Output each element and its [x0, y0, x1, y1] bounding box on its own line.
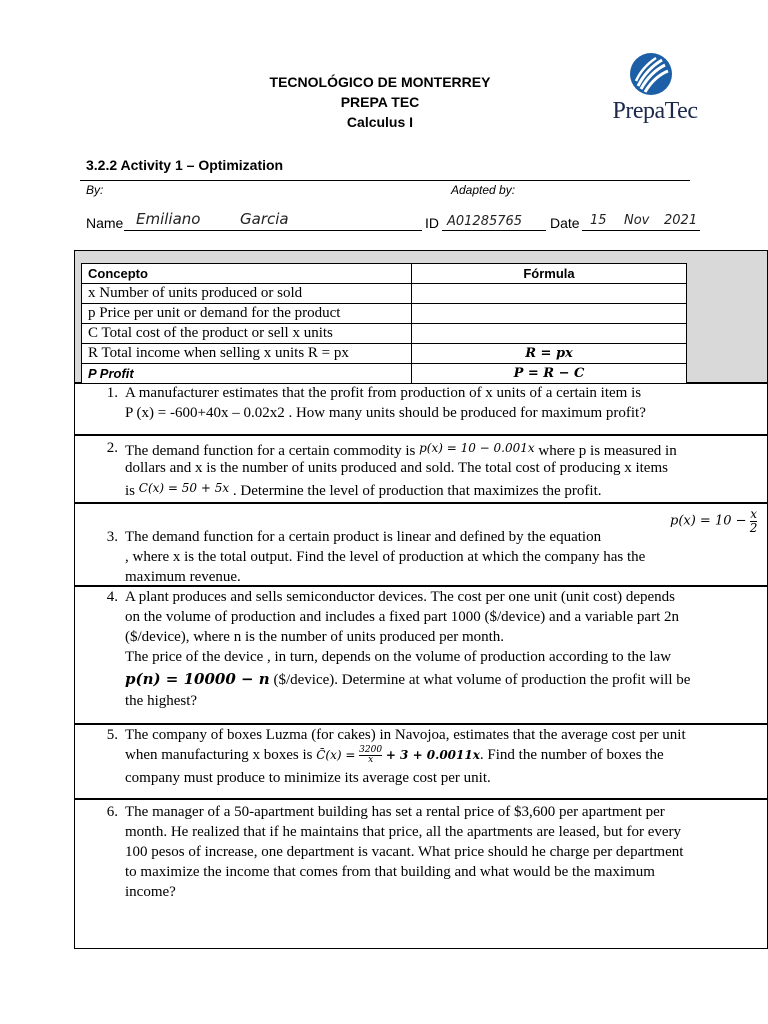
question-line: on the volume of production and includes a fixed part 1000 ($/device) and a variable part 2n [125, 609, 679, 625]
question-number: 1. [106, 385, 118, 401]
formula-lhs: p(x) = 10 − [670, 513, 747, 529]
question-number: 2. [106, 440, 118, 456]
table-row [82, 344, 687, 364]
question-text: where p is measured in [538, 443, 677, 459]
question-number: 4. [106, 589, 118, 605]
fraction-numerator: 3200 [359, 745, 383, 756]
name-last-value[interactable]: Garcia [240, 210, 289, 228]
question-line: 100 pesos of increase, one department is vacant. What price should he charge per department [125, 844, 684, 860]
question-line: The company of boxes Luzma (for cakes) in Navojoa, estimates that the average cost per unit [125, 727, 686, 743]
school-name: PREPA TEC [340, 94, 420, 110]
name-first-value[interactable]: Emiliano [136, 210, 201, 228]
date-day[interactable]: 15 [590, 213, 607, 228]
table-row [82, 304, 687, 324]
prepatec-logo [600, 52, 710, 127]
fraction-denominator: x [368, 755, 374, 766]
formula-cell [412, 324, 687, 344]
id-value[interactable]: A01285765 [447, 214, 523, 229]
question-line: maximum revenue. [125, 569, 241, 585]
question-line [125, 669, 755, 690]
id-label: ID [425, 215, 439, 231]
course-name: Calculus I [346, 114, 414, 130]
demand-formula: p(x) = 10 − 0.001x [419, 441, 535, 455]
activity-title: 3.2.2 Activity 1 – Optimization [86, 157, 284, 173]
table-header-row [82, 264, 687, 284]
question-number: 3. [106, 529, 118, 545]
name-underline [124, 230, 422, 231]
question-text: The demand function for a certain commodity is [125, 443, 416, 459]
question-line: income? [125, 884, 176, 900]
avg-cost-rhs: + 3 + 0.0011x [385, 748, 480, 762]
question-line: The price of the device , in turn, depends on the volume of production according to the law [125, 649, 672, 665]
concept-cell: R Total income when selling x units R = px [82, 344, 412, 364]
question-text: is [125, 483, 136, 499]
question-line: , where x is the total output. Find the level of production at which the company has the [125, 549, 646, 565]
question-line: the highest? [125, 693, 198, 709]
id-underline [442, 230, 546, 231]
date-label: Date [550, 215, 580, 231]
adapted-by-label: Adapted by: [451, 183, 516, 197]
question-line: A manufacturer estimates that the profit from production of x units of a certain item is [125, 385, 642, 401]
question-line: dollars and x is the number of units produced and sold. The total cost of producing x items [125, 460, 668, 476]
date-year[interactable]: 2021 [664, 213, 698, 228]
question-number: 5. [106, 727, 118, 743]
formula-cell: P = R − C [412, 364, 687, 384]
date-underline [582, 230, 700, 231]
question-line: to maximize the income that comes from that building and what would be the maximum [125, 864, 655, 880]
question-line [125, 478, 755, 501]
cost-formula: C(x) = 50 + 5x [138, 481, 230, 495]
date-month[interactable]: Nov [624, 213, 650, 228]
table-header-formula: Fórmula [412, 264, 687, 284]
table-row [82, 364, 687, 384]
question-line: The manager of a 50-apartment building has set a rental price of $3,600 per apartment per [125, 804, 665, 820]
name-label: Name [86, 215, 124, 231]
question-line: month. He realized that if he maintains that price, all the apartments are leased, but for every [125, 824, 682, 840]
question-line: ($/device), where n is the number of units produced per month. [125, 629, 505, 645]
fraction-numerator: x [750, 507, 757, 521]
question-text: . Determine the level of production that maximizes the profit. [232, 483, 602, 499]
price-law-formula: p(n) = 10000 − n [125, 670, 270, 688]
avg-cost-fraction [359, 746, 382, 765]
logo-wordmark: PrepaTec [612, 98, 698, 124]
question-line: P (x) = -600+40x – 0.02x2 . How many units should be produced for maximum profit? [125, 405, 646, 421]
question-line: The demand function for a certain product is linear and defined by the equation [125, 529, 602, 545]
concept-table [81, 263, 687, 384]
question-text: ($/device). Determine at what volume of production the profit will be [269, 672, 691, 688]
question-line: A plant produces and sells semiconductor devices. The cost per one unit (unit cost) depends [125, 589, 676, 605]
title-rule [80, 180, 690, 181]
torch-emblem-icon [600, 52, 710, 100]
question-line [125, 745, 755, 765]
avg-cost-lhs: C̄(x) = [316, 748, 356, 762]
question-number: 6. [106, 804, 118, 820]
by-label: By: [86, 183, 104, 197]
concept-cell: x Number of units produced or sold [82, 284, 412, 304]
table-row [82, 284, 687, 304]
concept-cell: P Profit [82, 364, 412, 384]
formula-cell [412, 284, 687, 304]
formula-cell [412, 304, 687, 324]
question-text: . Find the number of boxes the [479, 747, 664, 763]
question-line: company must produce to minimize its average cost per unit. [125, 770, 491, 786]
question-text: when manufacturing x boxes is [125, 747, 313, 763]
fraction-denominator: 2 [749, 521, 758, 535]
formula-cell: R = px [412, 344, 687, 364]
table-row [82, 324, 687, 344]
institution-name: TECNOLÓGICO DE MONTERREY [269, 74, 491, 90]
concept-cell: p Price per unit or demand for the product [82, 304, 412, 324]
concept-cell: C Total cost of the product or sell x units [82, 324, 412, 344]
table-header-concept: Concepto [82, 264, 412, 284]
